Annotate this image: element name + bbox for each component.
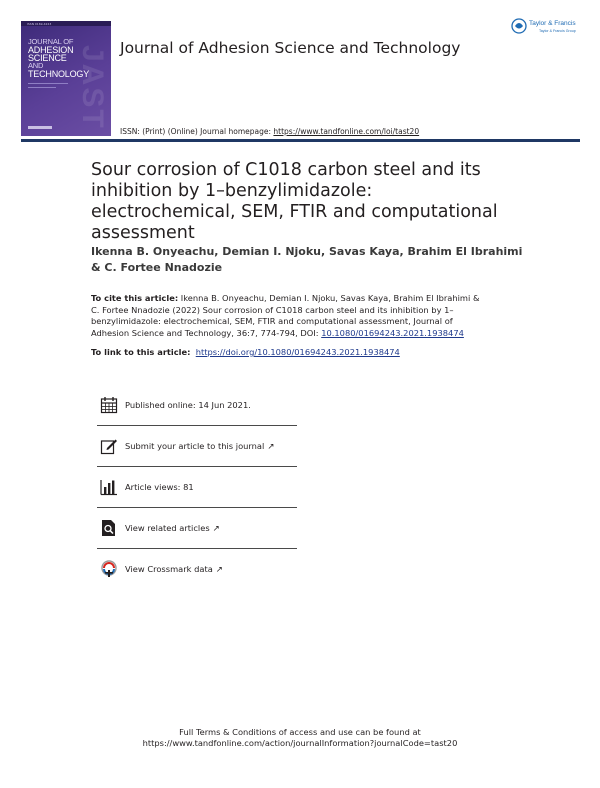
- journal-name: Journal of Adhesion Science and Technology: [120, 39, 461, 57]
- crossmark-icon: [100, 560, 118, 578]
- footer-line-1: Full Terms & Conditions of access and use can be found at: [179, 727, 421, 737]
- crossmark-link[interactable]: View Crossmark data: [125, 564, 213, 574]
- article-link-line: [91, 347, 400, 357]
- cover-line: [28, 87, 56, 88]
- publisher-logo-text: Taylor & Francis: [529, 20, 576, 27]
- publisher-logo[interactable]: [511, 17, 583, 37]
- cover-line: [28, 83, 68, 84]
- cover-issn-text: ISSN 0169-4243: [27, 22, 52, 26]
- publisher-logo-subtext: Taylor & Francis Group: [539, 29, 576, 33]
- published-online-row: [97, 396, 297, 437]
- link-label: To link to this article:: [91, 347, 191, 357]
- external-link-icon: ↗︎: [267, 442, 275, 452]
- meta-divider: [97, 425, 297, 426]
- journal-cover-image: [21, 21, 111, 136]
- footer-terms-link[interactable]: https://www.tandfonline.com/action/journalInformation?journalCode=tast20: [142, 738, 458, 748]
- submit-article-link[interactable]: Submit your article to this journal: [125, 441, 265, 451]
- journal-homepage-link[interactable]: https://www.tandfonline.com/loi/tast20: [273, 127, 420, 136]
- cover-title: JOURNAL OF ADHESION SCIENCE AND TECHNOLOGY: [28, 37, 90, 79]
- meta-divider: [97, 548, 297, 549]
- external-link-icon: ↗︎: [212, 524, 220, 534]
- publisher-logo-icon: [511, 17, 583, 37]
- cover-publisher-mark: [28, 126, 52, 129]
- header-divider: [21, 139, 580, 142]
- meta-divider: [97, 466, 297, 467]
- issn-line: ISSN: (Print) (Online) Journal homepage: https://www.tandfonline.com/loi/tast20: [120, 127, 420, 136]
- cite-doi-link[interactable]: 10.1080/01694243.2021.1938474: [321, 327, 464, 338]
- citation-block: [91, 293, 486, 339]
- cite-label: To cite this article:: [91, 293, 179, 303]
- article-title: Sour corrosion of C1018 carbon steel and its inhibition by 1–benzylimidazole: electrochemical, SEM, FTIR and computational assessment: [91, 160, 498, 243]
- article-doi-link[interactable]: https://doi.org/10.1080/01694243.2021.1938474: [195, 347, 400, 357]
- article-views-text: Article views: 81: [125, 482, 194, 492]
- related-articles-link[interactable]: View related articles: [125, 523, 210, 533]
- submit-article-row[interactable]: [97, 437, 297, 478]
- external-link-icon: ↗︎: [215, 565, 223, 575]
- article-views-row: [97, 478, 297, 519]
- edit-document-icon: [100, 437, 118, 455]
- cover-watermark: JAST: [76, 45, 109, 130]
- calendar-icon: [100, 396, 118, 414]
- cite-text: Ikenna B. Onyeachu, Demian I. Njoku, Savas Kaya, Brahim El Ibrahimi & C. Fortee Nnadozie (2022) Sour corrosion of C1018 carbon steel and its inhibition by 1–benzylimidazole: electrochemical, SEM, FTIR and computational assessment, Journal of Adhesion Science and Technology, 36:7, 774-794, DOI:: [91, 293, 480, 338]
- article-authors: Ikenna B. Onyeachu, Demian I. Njoku, Savas Kaya, Brahim El Ibrahimi & C. Fortee Nnadozie: [91, 245, 523, 274]
- related-search-icon: [100, 519, 118, 537]
- footer-terms: [0, 727, 600, 749]
- meta-divider: [97, 507, 297, 508]
- bar-chart-icon: [100, 478, 118, 496]
- crossmark-row[interactable]: [97, 560, 297, 601]
- published-online-text: Published online: 14 Jun 2021.: [125, 400, 251, 410]
- related-articles-row[interactable]: [97, 519, 297, 560]
